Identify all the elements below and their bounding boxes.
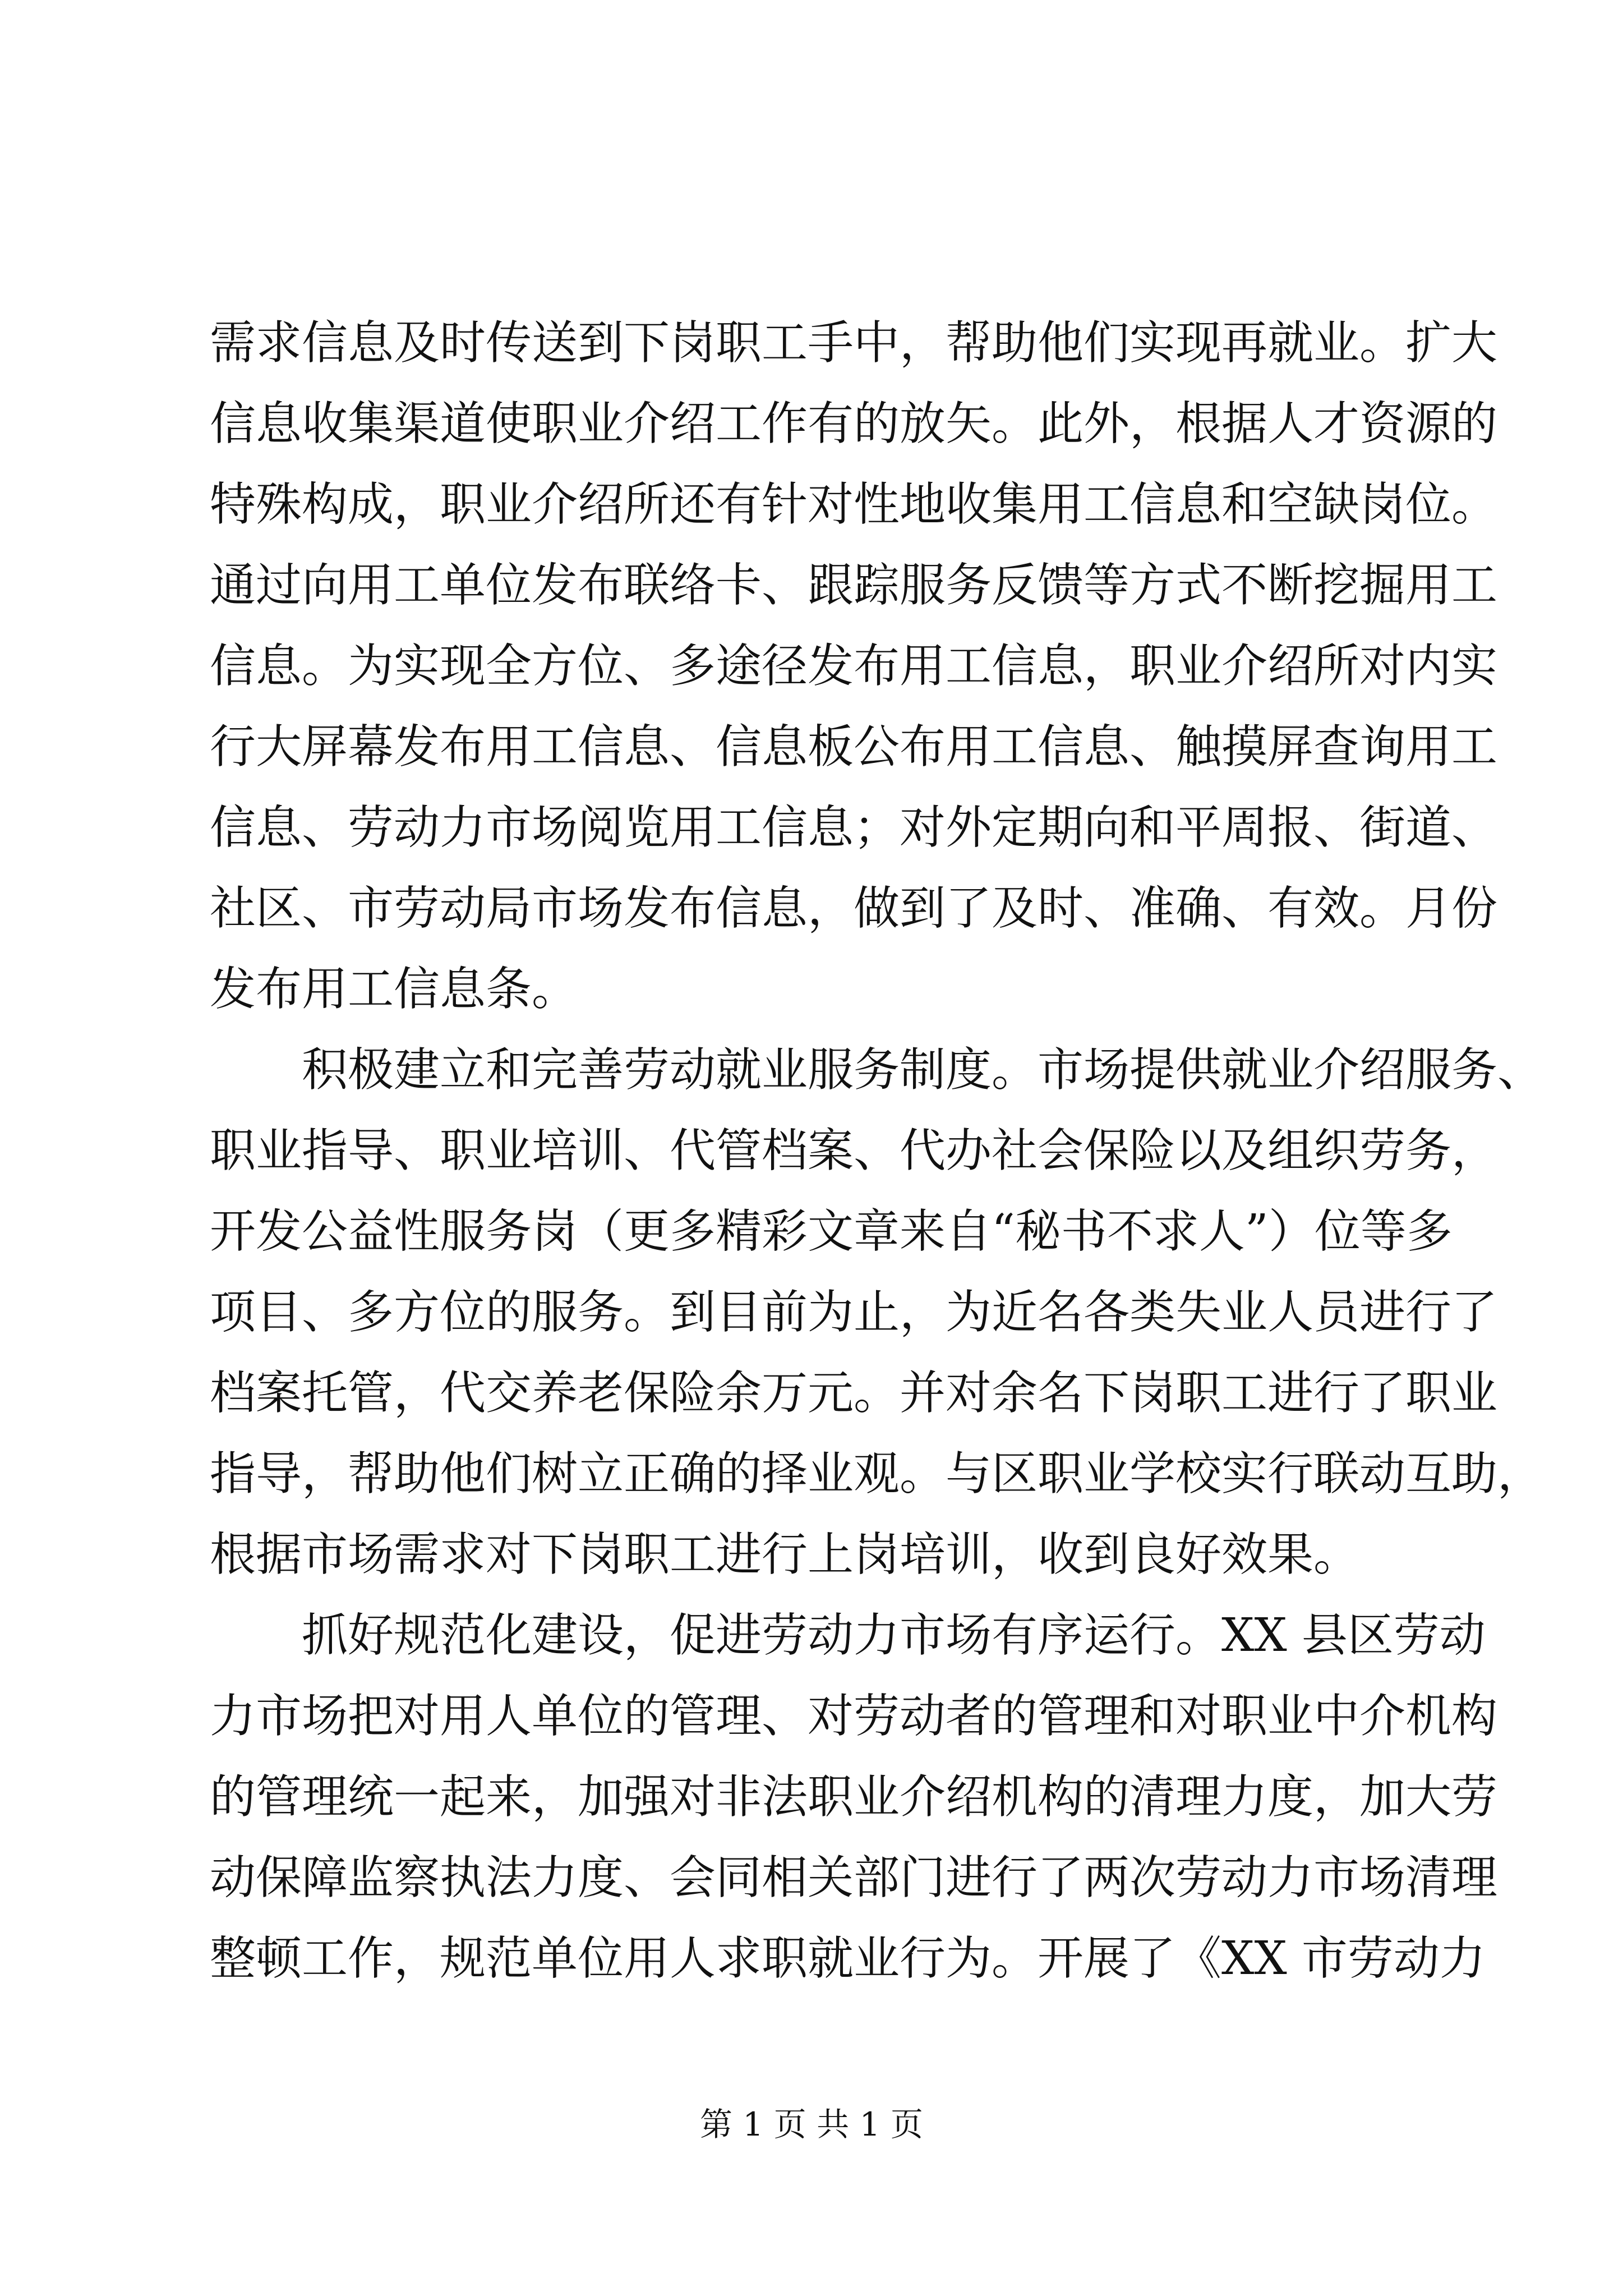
text-line: 整顿工作，规范单位用人求职就业行为。开展了《XX 市劳动力 [210, 1932, 1486, 1985]
text-line: 社区、市劳动局市场发布信息，做到了及时、准确、有效。月份 [210, 882, 1498, 935]
text-line: 通过向用工单位发布联络卡、跟踪服务反馈等方式不断挖掘用工 [210, 559, 1498, 612]
text-line: 信息收集渠道使职业介绍工作有的放矢。此外，根据人才资源的 [210, 397, 1498, 450]
text-line: 动保障监察执法力度、会同相关部门进行了两次劳动力市场清理 [210, 1851, 1498, 1904]
text-line: 信息、劳动力市场阅览用工信息；对外定期向和平周报、街道、 [210, 801, 1498, 854]
text-line: 开发公益性服务岗（更多精彩文章来自“秘书不求人”）位等多 [210, 1205, 1453, 1258]
text-line: 特殊构成，职业介绍所还有针对性地收集用工信息和空缺岗位。 [210, 478, 1498, 531]
paragraph-first-line: 抓好规范化建设，促进劳动力市场有序运行。XX 县区劳动 [302, 1609, 1486, 1662]
text-line: 行大屏幕发布用工信息、信息板公布用工信息、触摸屏查询用工 [210, 720, 1498, 774]
text-line: 力市场把对用人单位的管理、对劳动者的管理和对职业中介机构 [210, 1690, 1498, 1743]
text-line: 需求信息及时传送到下岗职工手中，帮助他们实现再就业。扩大 [210, 316, 1498, 370]
text-line: 根据市场需求对下岗职工进行上岗培训，收到良好效果。 [210, 1528, 1360, 1581]
page-footer: 第 1 页 共 1 页 [700, 2105, 923, 2143]
text-line: 的管理统一起来，加强对非法职业介绍机构的清理力度，加大劳 [210, 1770, 1498, 1824]
text-line: 发布用工信息条。 [210, 963, 578, 1016]
text-line: 指导，帮助他们树立正确的择业观。与区职业学校实行联动互助， [210, 1447, 1544, 1501]
text-line: 职业指导、职业培训、代管档案、代办社会保险以及组织劳务， [210, 1124, 1498, 1177]
text-line: 项目、多方位的服务。到目前为止，为近名各类失业人员进行了 [210, 1286, 1498, 1339]
text-line: 档案托管，代交养老保险余万元。并对余名下岗职工进行了职业 [210, 1366, 1498, 1420]
paragraph-first-line: 积极建立和完善劳动就业服务制度。市场提供就业介绍服务、 [302, 1043, 1544, 1097]
document-body [210, 303, 1544, 1999]
text-line: 信息。为实现全方位、多途径发布用工信息，职业介绍所对内实 [210, 639, 1498, 693]
